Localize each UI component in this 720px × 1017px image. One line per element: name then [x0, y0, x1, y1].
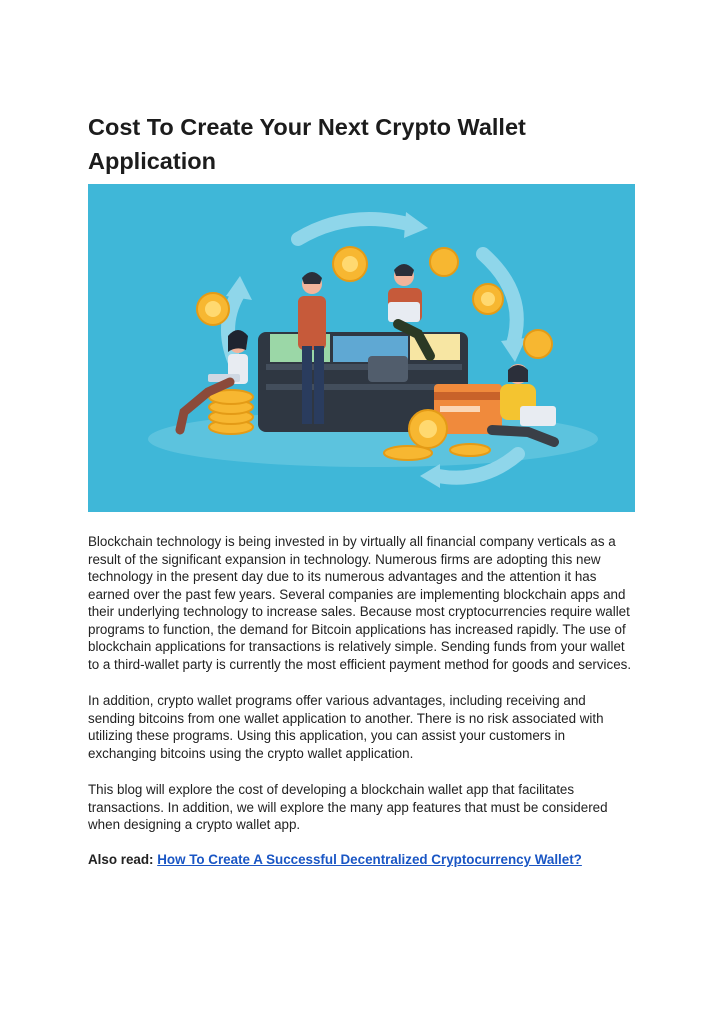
- also-read-label: Also read:: [88, 852, 154, 867]
- advantages-paragraph: In addition, crypto wallet programs offer various advantages, including receiving and sending bitcoins from one wallet application to another. There is no risk associated with utilizing these programs. Using this application, you can assist your customers in exchanging bitcoins using the crypto wallet application.: [88, 693, 604, 761]
- crypto-wallet-illustration-icon: [88, 184, 635, 512]
- blog-overview-paragraph: This blog will explore the cost of developing a blockchain wallet app that facilitates transactions. In addition, we will explore the many app features that must be considered when designing a crypto wallet app.: [88, 782, 608, 832]
- also-read-link[interactable]: How To Create A Successful Decentralized Cryptocurrency Wallet?: [157, 852, 582, 867]
- also-read-line: [88, 851, 648, 869]
- page-title: Cost To Create Your Next Crypto Wallet Application: [88, 114, 526, 174]
- hero-image: [88, 184, 635, 512]
- intro-paragraph: Blockchain technology is being invested in by virtually all financial company verticals as a result of the significant expansion in technology. Numerous firms are adopting this new technology in the present day due to its numerous advantages and the attention it has earned over the past few years. Several companies are implementing blockchain apps and their underlying technology to increase sales. Because most cryptocurrencies require wallet programs to function, the demand for Bitcoin applications has increased rapidly. The use of blockchain applications for transactions is relatively simple. Sending funds from your wallet to a third-wallet party is currently the most efficient payment method for goods and services.: [88, 534, 632, 672]
